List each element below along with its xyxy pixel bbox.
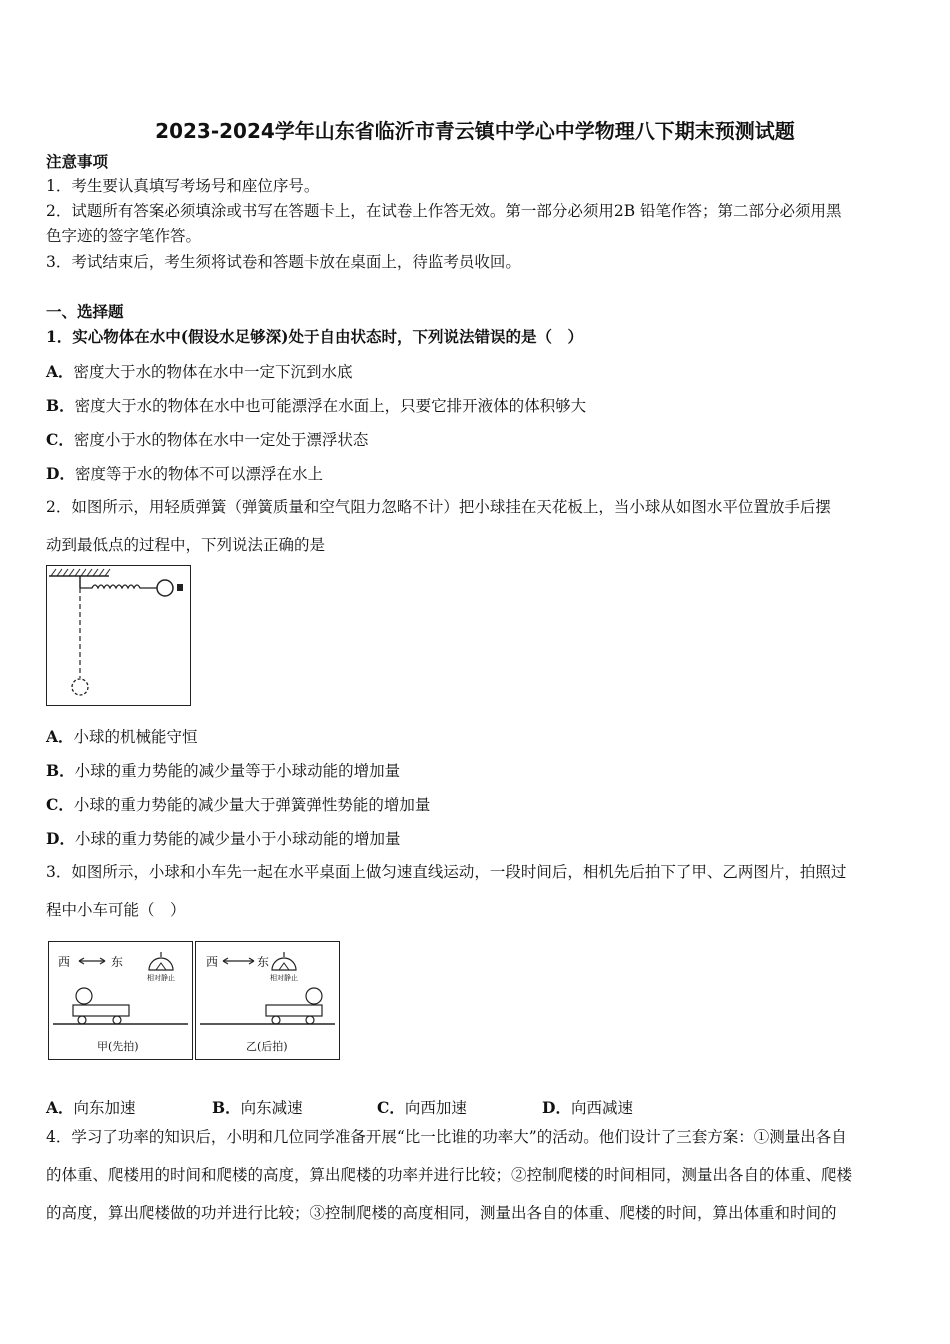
option-key: B． [46, 761, 75, 780]
question-3-stem-cont: 程中小车可能（ ） [46, 901, 186, 919]
q2-option-a [46, 729, 198, 746]
q3-option-d [542, 1096, 633, 1118]
west-label: 西 [58, 955, 71, 969]
option-text: 密度等于水的物体不可以漂浮在水上 [74, 465, 323, 483]
notice-item: 1．考生要认真填写考场号和座位序号。 [46, 177, 320, 195]
q3-option-b [212, 1096, 303, 1118]
q2-option-d [46, 831, 400, 848]
question-4-line: 的高度，算出爬楼做的功并进行比较；③控制爬楼的高度相同，测量出各自的体重、爬楼的时间，算出体重和时间的 [46, 1204, 837, 1222]
option-key: C． [377, 1098, 405, 1117]
option-key: A． [46, 362, 74, 381]
q1-option-b [46, 398, 586, 415]
option-key: C． [46, 430, 74, 449]
question-4-line: 的体重、爬楼用的时间和爬楼的高度，算出爬楼的功率并进行比较；②控制爬楼的时间相同，测量出各自的体重、爬楼 [46, 1166, 853, 1184]
option-text: 向东加速 [73, 1099, 136, 1117]
option-text: 密度小于水的物体在水中一定处于漂浮状态 [73, 431, 369, 449]
option-text: 向东减速 [240, 1099, 303, 1117]
section-heading: 一、选择题 [46, 302, 124, 321]
east-label: 东 [111, 955, 124, 969]
option-text: 向西加速 [404, 1099, 467, 1117]
q1-option-a [46, 364, 353, 381]
q2-option-b [46, 763, 400, 780]
option-text: 小球的机械能守恒 [73, 728, 198, 746]
option-key: B． [46, 396, 75, 415]
spring-pendulum-figure [46, 565, 191, 706]
notice-item: 色字迹的签字笔作答。 [46, 227, 202, 245]
page-title: 2023-2024学年山东省临沂市青云镇中学心中学物理八下期末预测试题 [155, 119, 795, 143]
notice-item: 3．考试结束后，考生须将试卷和答题卡放在桌面上，待监考员收回。 [46, 253, 521, 271]
q1-option-c [46, 432, 368, 449]
west-label: 西 [206, 955, 219, 969]
question-2-stem-cont: 动到最低点的过程中，下列说法正确的是 [46, 536, 326, 554]
option-key: A． [46, 1098, 74, 1117]
option-text: 小球的重力势能的减少量小于小球动能的增加量 [74, 830, 401, 848]
option-key: D． [46, 829, 75, 848]
caption-yi: 乙(后拍) [246, 1040, 288, 1053]
lamp-label: 相对静止 [147, 974, 175, 982]
option-key: C． [46, 795, 74, 814]
caption-jia: 甲(先拍) [97, 1040, 139, 1053]
question-4-line: 4．学习了功率的知识后，小明和几位同学准备开展“比一比谁的功率大”的活动。他们设计了三套方案：①测量出各自 [46, 1128, 847, 1146]
q1-option-d [46, 466, 323, 483]
q3-option-c [377, 1096, 467, 1118]
question-1-stem: 1．实心物体在水中(假设水足够深)处于自由状态时，下列说法错误的是（ ） [46, 327, 583, 346]
question-2-stem: 2．如图所示，用轻质弹簧（弹簧质量和空气阻力忽略不计）把小球挂在天花板上，当小球从如图水平位置放手后摆 [46, 498, 831, 516]
option-text: 密度大于水的物体在水中一定下沉到水底 [73, 363, 353, 381]
lamp-label: 相对静止 [270, 974, 298, 982]
notice-heading: 注意事项 [46, 152, 109, 171]
option-key: D． [542, 1098, 571, 1117]
q2-option-c [46, 797, 430, 814]
option-key: D． [46, 464, 75, 483]
option-text: 向西减速 [570, 1099, 633, 1117]
photo-jia-figure [48, 941, 193, 1060]
photo-yi-figure [195, 941, 340, 1060]
question-3-stem: 3．如图所示，小球和小车先一起在水平桌面上做匀速直线运动，一段时间后，相机先后拍下了甲、乙两图片，拍照过 [46, 863, 847, 881]
east-label: 东 [257, 955, 270, 969]
option-text: 小球的重力势能的减少量大于弹簧弹性势能的增加量 [73, 796, 431, 814]
q3-option-a [46, 1096, 136, 1118]
option-text: 小球的重力势能的减少量等于小球动能的增加量 [74, 762, 401, 780]
spring-pendulum-diagram [47, 566, 190, 705]
notice-item: 2．试题所有答案必须填涂或书写在答题卡上，在试卷上作答无效。第一部分必须用2B 铅笔作答；第二部分必须用黑 [46, 202, 842, 220]
option-key: A． [46, 727, 74, 746]
option-key: B． [212, 1098, 241, 1117]
option-text: 密度大于水的物体在水中也可能漂浮在水面上，只要它排开液体的体积够大 [74, 397, 587, 415]
